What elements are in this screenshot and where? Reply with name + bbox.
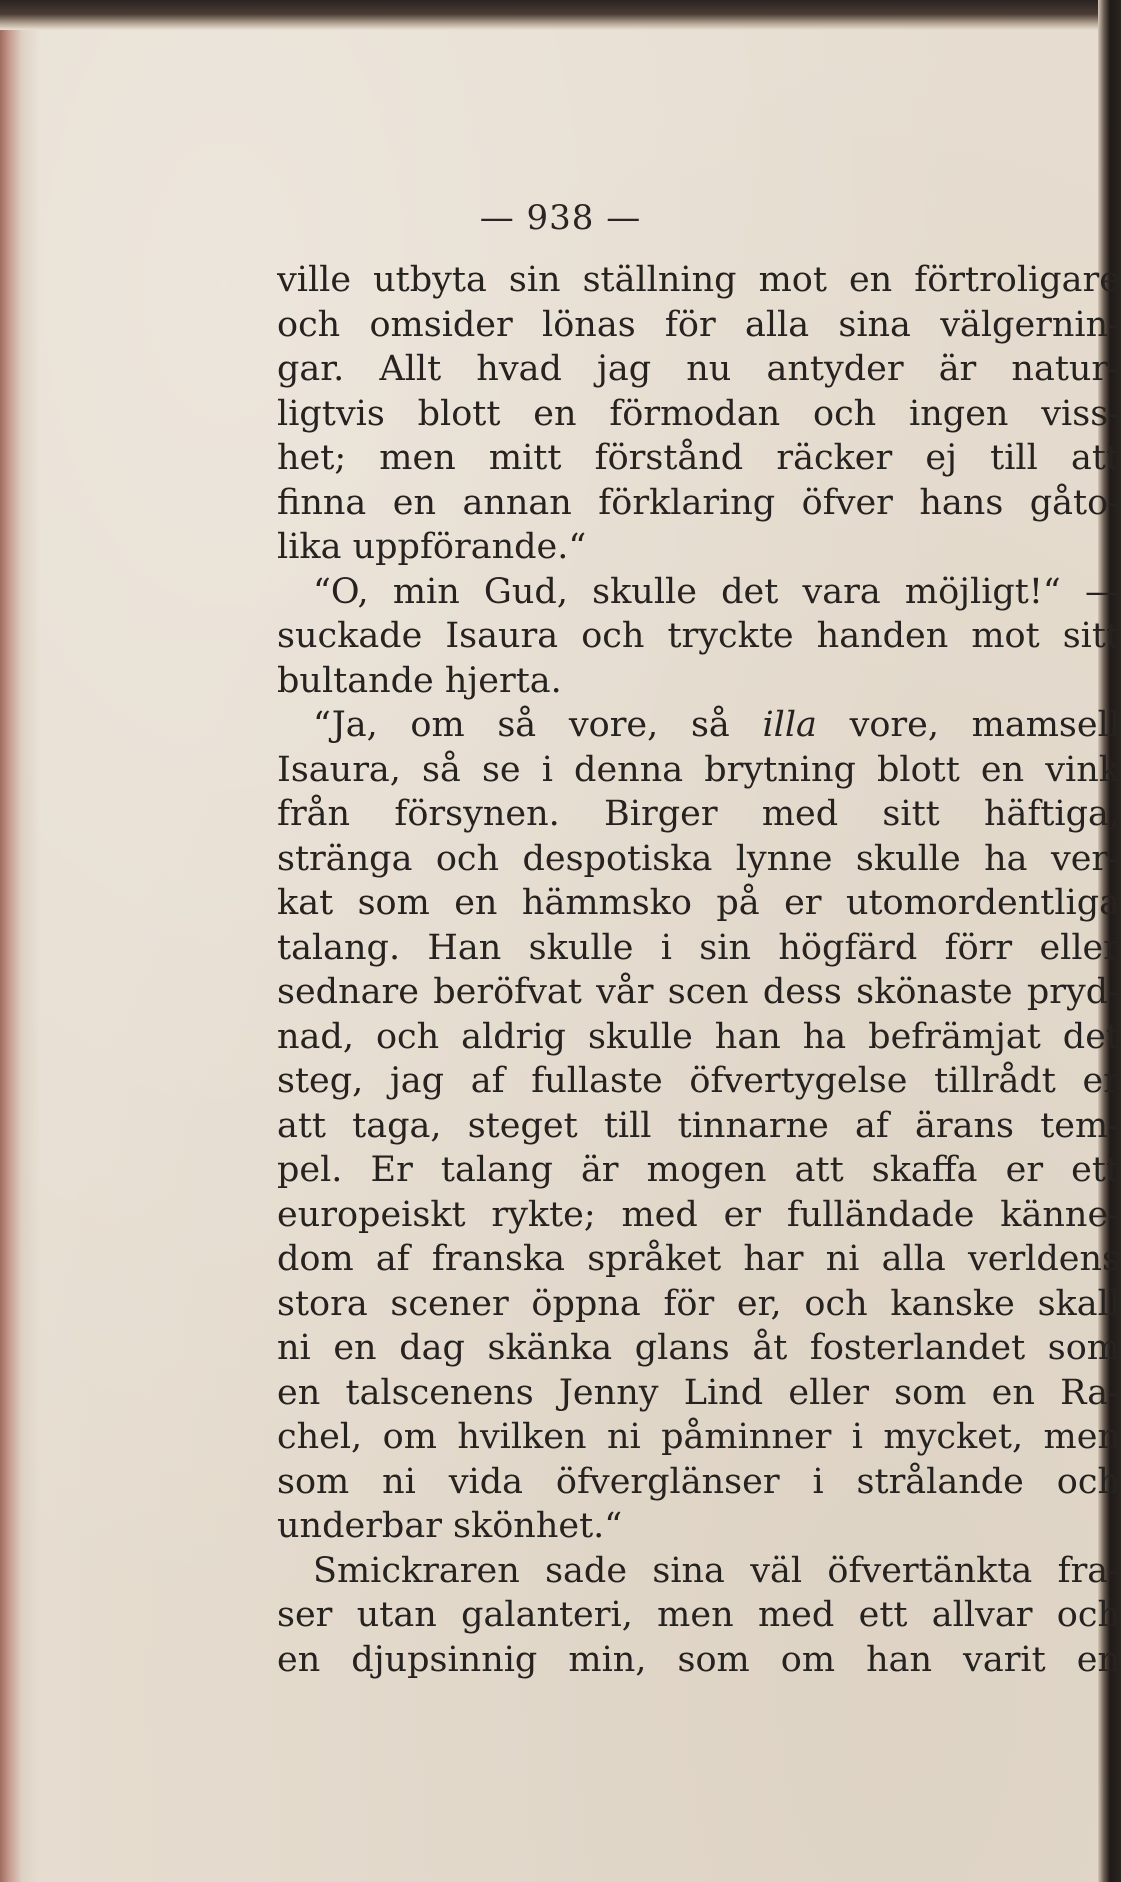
text-line: ser utan galanteri, men med ett allvar och <box>277 1595 1120 1635</box>
text-line: stora scener öppna för er, och kanske skall <box>277 1283 1120 1324</box>
text-line: underbar skönhet.“ <box>277 1506 623 1546</box>
text-line: en talscenens Jenny Lind eller som en Ra- <box>277 1372 1120 1413</box>
text-line: gar. Allt hvad jag nu antyder är natur- <box>277 349 1120 389</box>
text-line: sednare beröfvat vår scen dess skönaste pryd- <box>277 972 1120 1012</box>
italic-word: illa <box>762 705 817 745</box>
text-line: “O, min Gud, skulle det vara möjligt!“ — <box>313 571 1120 612</box>
text-line: nad, och aldrig skulle han ha befrämjat det <box>277 1016 1120 1057</box>
text-line: suckade Isaura och tryckte handen mot sitt <box>277 616 1120 656</box>
text-line: ni en dag skänka glans åt fosterlandet som <box>277 1328 1120 1368</box>
page-left-edge <box>0 30 40 1882</box>
text-line: steg, jag af fullaste öfvertygelse tillrådt er <box>277 1061 1120 1101</box>
text-line: kat som en hämmsko på er utomordentliga <box>277 883 1120 923</box>
text-line: dom af franska språket har ni alla verldens <box>277 1239 1120 1279</box>
text-line: som ni vida öfverglänser i strålande och <box>277 1461 1120 1502</box>
text-line: bultande hjerta. <box>277 660 562 701</box>
body-text <box>277 258 1120 1682</box>
page-number: — 938 — <box>479 198 642 238</box>
text-line: ligtvis blott en förmodan och ingen viss- <box>277 393 1120 434</box>
text-line: från försynen. Birger med sitt häftiga, <box>277 794 1120 834</box>
text-line: ville utbyta sin ställning mot en förtroligare <box>277 260 1120 300</box>
text-line: het; men mitt förstånd räcker ej till att <box>277 438 1120 478</box>
text-line: “Ja, om så vore, så illa vore, mamsell <box>313 705 1120 745</box>
page-top-edge <box>0 0 1121 30</box>
text-line: chel, om hvilken ni påminner i mycket, men <box>277 1417 1120 1457</box>
text-line: stränga och despotiska lynne skulle ha ver- <box>277 838 1120 879</box>
text-line: Smickraren sade sina väl öfvertänkta fra- <box>313 1550 1120 1591</box>
text-line: pel. Er talang är mogen att skaffa er ett <box>277 1150 1120 1190</box>
text-line: och omsider lönas för alla sina välgernin- <box>277 304 1120 345</box>
text-line: Isaura, så se i denna brytning blott en vink <box>277 749 1120 790</box>
text-line: europeiskt rykte; med er fulländade känne- <box>277 1194 1120 1235</box>
text-line: finna en annan förklaring öfver hans gåto- <box>277 482 1120 523</box>
text-line: att taga, steget till tinnarne af ärans tem- <box>277 1105 1120 1146</box>
text-line: lika uppförande.“ <box>277 527 587 567</box>
text-line: talang. Han skulle i sin högfärd förr eller <box>277 927 1120 968</box>
text-line: en djupsinnig min, som om han varit en <box>277 1639 1120 1680</box>
